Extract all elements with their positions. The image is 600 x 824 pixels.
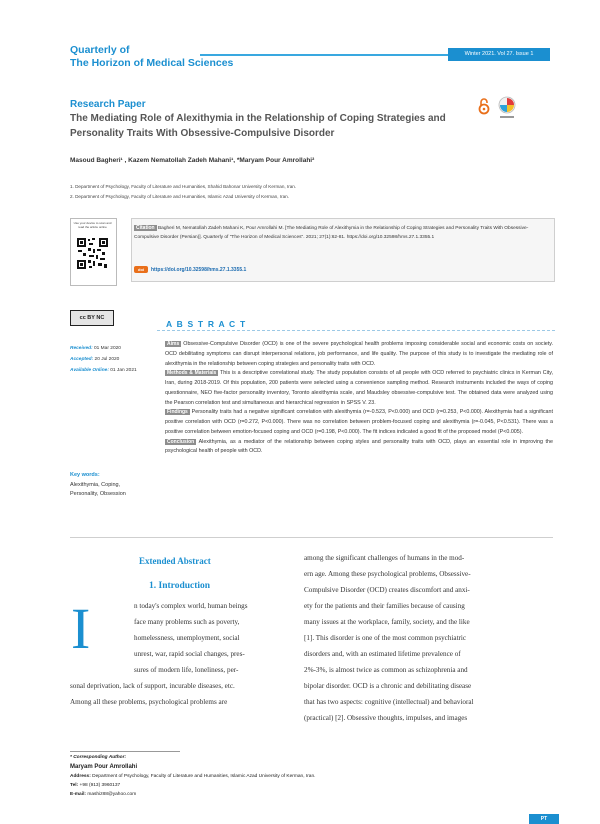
left-col-line: sonal deprivation, lack of support, incurable diseases, etc.: [70, 682, 235, 690]
article-title: [70, 111, 470, 141]
right-col-line: disorders and, with an estimated lifetime prevalence of: [304, 650, 461, 658]
received-date: Received: 01 Mar 2020: [70, 346, 121, 351]
aims-tag: Aims: [167, 341, 180, 347]
corresponding-address: Address: Department of Psychology, Faculty of Literature and Humanities, Islamic Azad University of Kerman, Iran.: [70, 774, 316, 779]
left-col-line: face many problems such as poverty,: [134, 618, 240, 626]
right-col-line: among the significant challenges of humans in the mod-: [304, 554, 465, 562]
right-col-line: Compulsive Disorder (OCD) creates discomfort and anxi-: [304, 586, 470, 594]
accepted-date: Accepted: 20 Jul 2020: [70, 357, 120, 362]
doi-icon: doi: [134, 266, 148, 273]
introduction-heading: 1. Introduction: [149, 581, 211, 591]
conclusion-tag: Conclusion: [167, 438, 195, 445]
issue-badge: Winter 2021. Vol 27. Issue 1: [448, 48, 550, 61]
left-col-line: n today's complex world, human beings: [134, 602, 248, 610]
conclusion-text: Alexithymia, as a mediator of the relationship between coping styles and personality traits with OCD, plays an essential role in improving the psychological health of people with OCD.: [165, 438, 553, 455]
keywords: [70, 481, 158, 499]
right-col-line: 2%-3%, is almost twice as common as schizophrenia and: [304, 666, 468, 674]
extended-abstract-heading: Extended Abstract: [139, 556, 211, 566]
right-col-line: bipolar disorder. OCD is a chronic and debilitating disease: [304, 682, 472, 690]
open-access-icon: [477, 97, 491, 115]
article-title-line2: Personality Traits With Obsessive-Compulsive Disorder: [70, 128, 335, 139]
findings-tag: Findings: [167, 409, 188, 416]
corresponding-email: E-mail: mashiz88@yahoo.com: [70, 792, 137, 797]
corresponding-label: * Corresponding Author:: [70, 755, 127, 760]
abstract-rule: [157, 330, 555, 331]
left-col-line: sures of modern life, loneliness, per-: [134, 666, 239, 674]
right-col-line: ern age. Among these psychological problems, Obsessive-: [304, 570, 471, 578]
right-col-line: (practical) [2]. Obsessive thoughts, impulses, and images: [304, 714, 468, 722]
doi-url[interactable]: https://doi.org/10.32598/hms.27.1.3355.1: [151, 266, 247, 273]
citation-tag: Citation: [136, 225, 155, 231]
header-rule: [200, 54, 450, 56]
corresponding-tel: Tel: +98 (913) 3960137: [70, 783, 121, 788]
cc-license-badge[interactable]: cc BY NC: [70, 310, 114, 326]
page-tag: PT: [529, 814, 559, 824]
corresponding-name: Maryam Pour Amrollahi: [70, 764, 138, 770]
section-divider: [70, 537, 553, 538]
left-col-line: Among all these problems, psychological problems are: [70, 698, 228, 706]
affiliation-2: 2. Department of Psychology, Faculty of Literature and Humanities, Islamic Azad University of Kerman, Iran.: [70, 194, 289, 199]
methods-text: This is a descriptive correlational study. The study population consists of all people with OCD referred to psychiatric clinics in Kerman City, Iran, during 2018-2019. Of this population, 200 patients were selected using a convenience sampling method. Research instruments included the ways of coping questionnaire, NEO five-factor personality inventory, Toronto alexithymia scale, and Maudsley obsessive-compulsive test. The obtained data were analyzed using the Pearson correlation test and simultaneous and hierarchical regression in SPSS V. 23.: [165, 370, 554, 406]
right-col-line: ety for the patients and their families because of causing: [304, 602, 465, 610]
keywords-line1: Alexithymia, Coping,: [70, 482, 121, 488]
author-list: Masoud Bagheri¹ , Kazem Nematollah Zadeh Mahani¹, *Maryam Pour Amrollahi²: [70, 157, 315, 164]
aims-text: Obsessive-Compulsive Disorder (OCD) is one of the severe psychological health problems imposing considerable social and economic costs on society. OCD debilitating symptoms can disrupt interpersonal relations, job performance, and life quality. The purpose of this study is to investigate the mediating role of alexithymia in the relationship between coping strategies and personality traits with OCD.: [165, 341, 553, 367]
doi-link[interactable]: [134, 266, 246, 273]
footnote-rule: [70, 751, 180, 752]
journal-name-line1: Quarterly of: [70, 44, 130, 56]
right-col-line: that has two aspects: cognitive (intellectual) and behavioral: [304, 698, 474, 706]
abstract-heading: A B S T R A C T: [166, 319, 247, 329]
journal-name-line2: The Horizon of Medical Sciences: [70, 57, 234, 69]
keywords-line2: Personality, Obsession: [70, 491, 126, 497]
citation-body: Bagheri M, Nematollah Zadeh Mahani K, Pour Amrollahi M. [The Mediating Role of Alexithymia in the Relationship of Coping Strategies and Personality Traits With Obsessive-Compulsive Disorder (Persian)]. Quarterly of "The Horizon of Medical Sciences". 2021; 27(1):62-81. https://doi.org/10.32598/hms.27.1.3355.1: [134, 226, 529, 240]
affiliation-1: 1. Department of Psychology, Faculty of Literature and Humanities, Shahid Bahonar University of Kerman, Iran.: [70, 184, 297, 189]
abstract-body: [165, 340, 553, 457]
drop-cap: I: [71, 596, 91, 661]
methods-tag: Methods & Materials: [167, 370, 217, 377]
right-col-line: many issues at the workplace, family, society, and the like: [304, 618, 470, 626]
crossmark-icon[interactable]: [497, 96, 517, 120]
findings-text: Personality traits had a negative significant correlation with alexithymia (r=-0.523, P<0.000) and OCD (r=0.253, P<0.000). Alexithymia had a significant positive correlation with OCD (r=0.272, P<0.000). There was no correlation between problem-focused coping and alexithymia (r=-0.045, P<0.531). There was a positive correlation between emotion-focused coping and OCD (r=0.198, P<0.000). The fit indices indicated a good fit of the proposed model (P<0.005).: [165, 409, 553, 435]
qr-caption: Use your device to scan and read the article online: [73, 221, 112, 229]
citation-text: [134, 224, 544, 242]
right-col-line: [1]. This disorder is one of the most common psychiatric: [304, 634, 467, 642]
keywords-heading: Key words:: [70, 472, 100, 478]
article-type: Research Paper: [70, 99, 146, 110]
qr-code-icon[interactable]: [76, 237, 109, 270]
left-col-line: homelessness, unemployment, social: [134, 634, 240, 642]
article-title-line1: The Mediating Role of Alexithymia in the Relationship of Coping Strategies and: [70, 113, 446, 124]
online-date: Available Online: 01 Jan 2021: [70, 368, 137, 373]
left-col-line: unrest, war, rapid social changes, pres-: [134, 650, 245, 658]
